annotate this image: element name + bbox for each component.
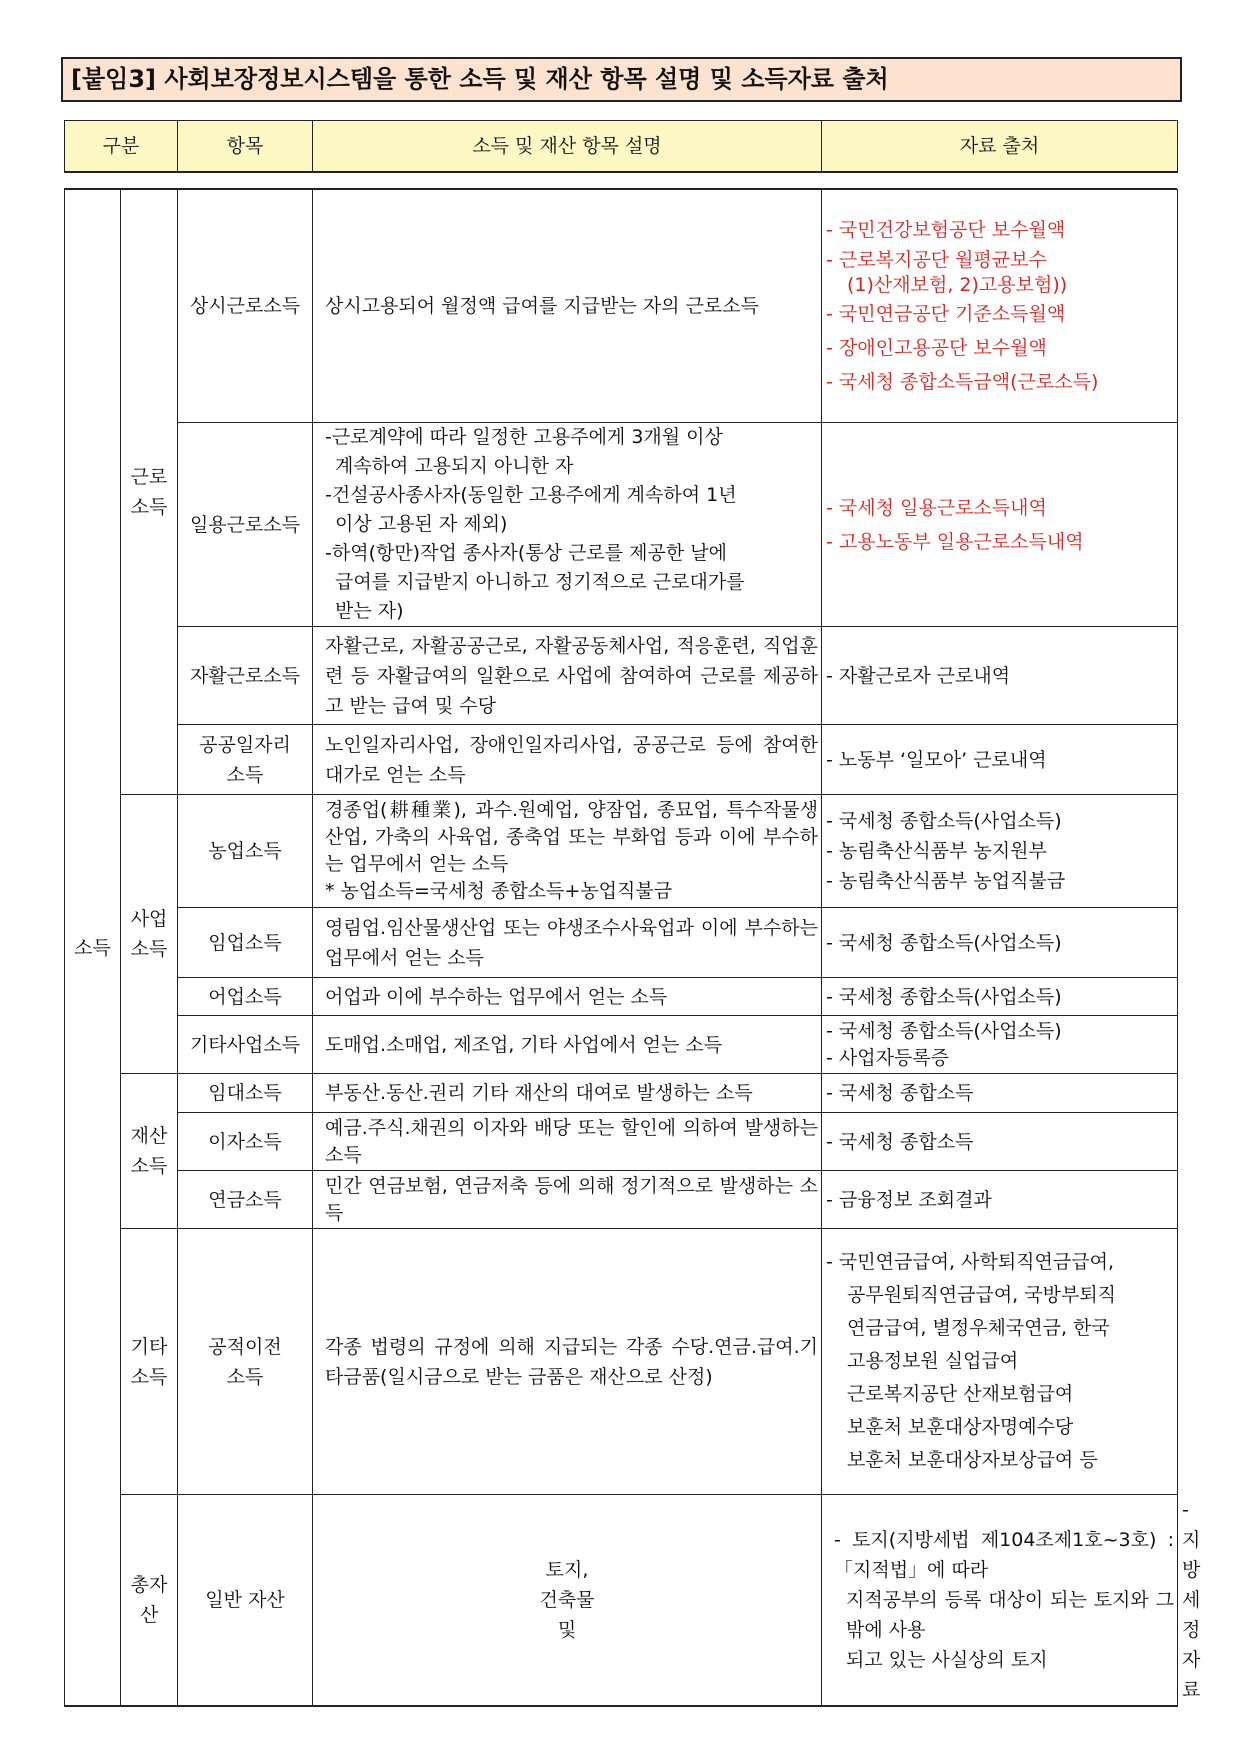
table-row: 총자 산 일반 자산 토지, 건축물 및 - 토지(지방세법 제104조제1호~3호) : 「지적법」에 따라 지적공부의 등록 대상이 되는 토지와 그 밖에 사용 되고 있는 사실상의 토지 지방세정 자료 bbox=[65, 1495, 1178, 1707]
source-line: - 국세청 종합소득(사업소득) bbox=[826, 1018, 1174, 1045]
source-line: 고용정보원 실업급여 bbox=[847, 1350, 1019, 1372]
desc-fish: 어업과 이에 부수하는 업무에서 얻는 소득 bbox=[313, 978, 822, 1016]
item-pension: 연금소득 bbox=[178, 1171, 313, 1229]
source-line: 연금급여, 별정우체국연금, 한국 bbox=[847, 1317, 1110, 1339]
page-title: [붙임3] 사회보장정보시스템을 통한 소득 및 재산 항목 설명 및 소득자료 출처 bbox=[61, 57, 1182, 102]
source-otherbiz bbox=[822, 1016, 1178, 1074]
source-line: 공무원퇴직연금급여, 국방부퇴직 bbox=[847, 1284, 1117, 1306]
table-row bbox=[65, 1171, 1178, 1229]
desc-line: -하역(항만)작업 종사자(통상 근로를 제공한 날에 bbox=[325, 542, 727, 564]
income-table bbox=[64, 189, 1201, 1707]
source-fish bbox=[822, 978, 1178, 1016]
desc-otherbiz: 도매업.소매업, 제조업, 기타 사업에서 얻는 소득 bbox=[313, 1016, 822, 1074]
item-forest: 임업소득 bbox=[178, 908, 313, 978]
source-line: - 사업자등록증 bbox=[826, 1045, 1174, 1072]
desc-regular: 상시고용되어 월정액 급여를 지급받는 자의 근로소득 bbox=[313, 190, 822, 423]
group-labor: 근로 소득 bbox=[121, 190, 178, 795]
header-source: 자료 출처 bbox=[822, 121, 1178, 173]
source-daily bbox=[822, 423, 1178, 627]
source-selfsupport bbox=[822, 627, 1178, 725]
item-publicjob: 공공일자리 소득 bbox=[178, 725, 313, 795]
source-line: - 자활근로자 근로내역 bbox=[826, 661, 1174, 691]
item-line: 및 bbox=[557, 1619, 577, 1641]
header-gap bbox=[64, 171, 1177, 190]
desc-paragraph: 경종업(耕種業), 과수.원예업, 양잠업, 종묘업, 특수작물생산업, 가축의 사육업, 종축업 또는 부화업 등과 이에 부수하는 업무에서 얻는 소득 bbox=[325, 799, 818, 875]
desc-farm bbox=[313, 795, 822, 908]
desc-line: 계속하여 고용되지 아니한 자 bbox=[335, 455, 574, 477]
source-line: - 장애인고용공단 보수월액 bbox=[826, 331, 1174, 365]
item-land bbox=[313, 1495, 822, 1707]
source-line: 보훈처 보훈대상자명예수당 bbox=[847, 1416, 1074, 1438]
desc-forest: 영림업.임산물생산업 또는 야생조수사육업과 이에 부수하는 업무에서 얻는 소득 bbox=[313, 908, 822, 978]
source-line: - 근로복지공단 월평균보수 bbox=[826, 247, 1174, 273]
desc-selfsupport: 자활근로, 자활공공근로, 자활공동체사업, 적응훈련, 직업훈련 등 자활급여의 일환으로 사업에 참여하여 근로를 제공하고 받는 급여 및 수당 bbox=[313, 627, 822, 725]
source-line: - 국민연금공단 기준소득월액 bbox=[826, 297, 1174, 331]
item-interest: 이자소득 bbox=[178, 1113, 313, 1171]
table-row bbox=[65, 1113, 1178, 1171]
source-rent bbox=[822, 1074, 1178, 1113]
source-farm bbox=[822, 795, 1178, 908]
group-property: 재산 소득 bbox=[121, 1074, 178, 1229]
table-row bbox=[65, 1074, 1178, 1113]
source-line: - 국민건강보험공단 보수월액 bbox=[826, 213, 1174, 247]
desc-line: -근로계약에 따라 일정한 고용주에게 3개월 이상 bbox=[325, 426, 723, 448]
desc-transfer: 각종 법령의 규정에 의해 지급되는 각종 수당.연금.급여.기타금품(일시금으로 받는 금품은 재산으로 산정) bbox=[313, 1229, 822, 1495]
source-line: - 고용노동부 일용근로소득내역 bbox=[826, 525, 1174, 559]
source-forest bbox=[822, 908, 1178, 978]
item-line: 토지, bbox=[545, 1559, 589, 1581]
source-line: - 국세청 종합소득(사업소득) bbox=[826, 982, 1174, 1012]
table-row bbox=[65, 423, 1178, 627]
desc-daily bbox=[313, 423, 822, 627]
desc-publicjob: 노인일자리사업, 장애인일자리사업, 공공근로 등에 참여한 대가로 얻는 소득 bbox=[313, 725, 822, 795]
source-line: - 국세청 종합소득 bbox=[826, 1078, 1174, 1108]
source-line: - 금융정보 조회결과 bbox=[826, 1185, 1174, 1215]
desc-note: * 농업소득=국세청 종합소득+농업직불금 bbox=[325, 880, 673, 902]
item-farm: 농업소득 bbox=[178, 795, 313, 908]
source-line: - 국세청 종합소득 bbox=[826, 1127, 1174, 1157]
item-fish: 어업소득 bbox=[178, 978, 313, 1016]
table-row bbox=[65, 1229, 1178, 1495]
header-description: 소득 및 재산 항목 설명 bbox=[313, 121, 822, 173]
source-line: - 농림축산식품부 농업직불금 bbox=[826, 866, 1174, 896]
desc-interest: 예금.주식.채권의 이자와 배당 또는 할인에 의하여 발생하는 소득 bbox=[313, 1113, 822, 1171]
table-row bbox=[65, 1016, 1178, 1074]
desc-line: 이상 고용된 자 제외) bbox=[335, 513, 508, 535]
desc-land bbox=[822, 1495, 1178, 1707]
item-otherbiz: 기타사업소득 bbox=[178, 1016, 313, 1074]
desc-line: - 토지(지방세법 제104조제1호~3호) : 「지적법」에 따라 bbox=[834, 1529, 1174, 1581]
table-row bbox=[65, 978, 1178, 1016]
source-line: - 국세청 종합소득(사업소득) bbox=[826, 806, 1174, 836]
desc-pension: 민간 연금보험, 연금저축 등에 의해 정기적으로 발생하는 소득 bbox=[313, 1171, 822, 1229]
group-business: 사업 소득 bbox=[121, 795, 178, 1074]
desc-line: 급여를 지급받지 아니하고 정기적으로 근로대가를 bbox=[335, 571, 745, 593]
source-line: 근로복지공단 산재보험급여 bbox=[847, 1383, 1074, 1405]
desc-line: 되고 있는 사실상의 토지 bbox=[846, 1649, 1048, 1671]
group-other: 기타 소득 bbox=[121, 1229, 178, 1495]
item-selfsupport: 자활근로소득 bbox=[178, 627, 313, 725]
source-line: (1)산재보험, 2)고용보험)) bbox=[847, 274, 1068, 296]
group-general-assets: 일반 자산 bbox=[178, 1495, 313, 1707]
source-line: - 노동부 ‘일모아’ 근로내역 bbox=[826, 745, 1174, 775]
source-interest bbox=[822, 1113, 1178, 1171]
item-regular: 상시근로소득 bbox=[178, 190, 313, 423]
desc-line: 받는 자) bbox=[335, 600, 404, 622]
source-line: - 국민연금급여, 사학퇴직연금급여, bbox=[826, 1246, 1174, 1279]
header-row bbox=[65, 121, 1178, 173]
table-row bbox=[65, 627, 1178, 725]
item-line: 건축물 bbox=[539, 1589, 595, 1611]
table-row bbox=[65, 190, 1178, 423]
item-transfer: 공적이전 소득 bbox=[178, 1229, 313, 1495]
source-transfer bbox=[822, 1229, 1178, 1495]
desc-line: -건설공사종사자(동일한 고용주에게 계속하여 1년 bbox=[325, 484, 737, 506]
item-daily: 일용근로소득 bbox=[178, 423, 313, 627]
desc-line: 지적공부의 등록 대상이 되는 토지와 그 밖에 사용 bbox=[846, 1589, 1174, 1641]
source-line: 보훈처 보훈대상자보상급여 등 bbox=[847, 1449, 1098, 1471]
group-income: 소득 bbox=[65, 190, 121, 1707]
source-line: - 국세청 종합소득금액(근로소득) bbox=[826, 365, 1174, 399]
source-line: - 농림축산식품부 농지원부 bbox=[826, 836, 1174, 866]
source-publicjob bbox=[822, 725, 1178, 795]
header-table bbox=[64, 120, 1178, 173]
source-line: - 국세청 일용근로소득내역 bbox=[826, 491, 1174, 525]
source-line: - 국세청 종합소득(사업소득) bbox=[826, 928, 1174, 958]
source-regular bbox=[822, 190, 1178, 423]
table-row bbox=[65, 908, 1178, 978]
group-assets: 총자 산 bbox=[121, 1495, 178, 1707]
desc-rent: 부동산.동산.권리 기타 재산의 대여로 발생하는 소득 bbox=[313, 1074, 822, 1113]
source-pension bbox=[822, 1171, 1178, 1229]
header-item: 항목 bbox=[178, 121, 313, 173]
table-row bbox=[65, 725, 1178, 795]
header-category: 구분 bbox=[65, 121, 178, 173]
item-rent: 임대소득 bbox=[178, 1074, 313, 1113]
table-row bbox=[65, 795, 1178, 908]
